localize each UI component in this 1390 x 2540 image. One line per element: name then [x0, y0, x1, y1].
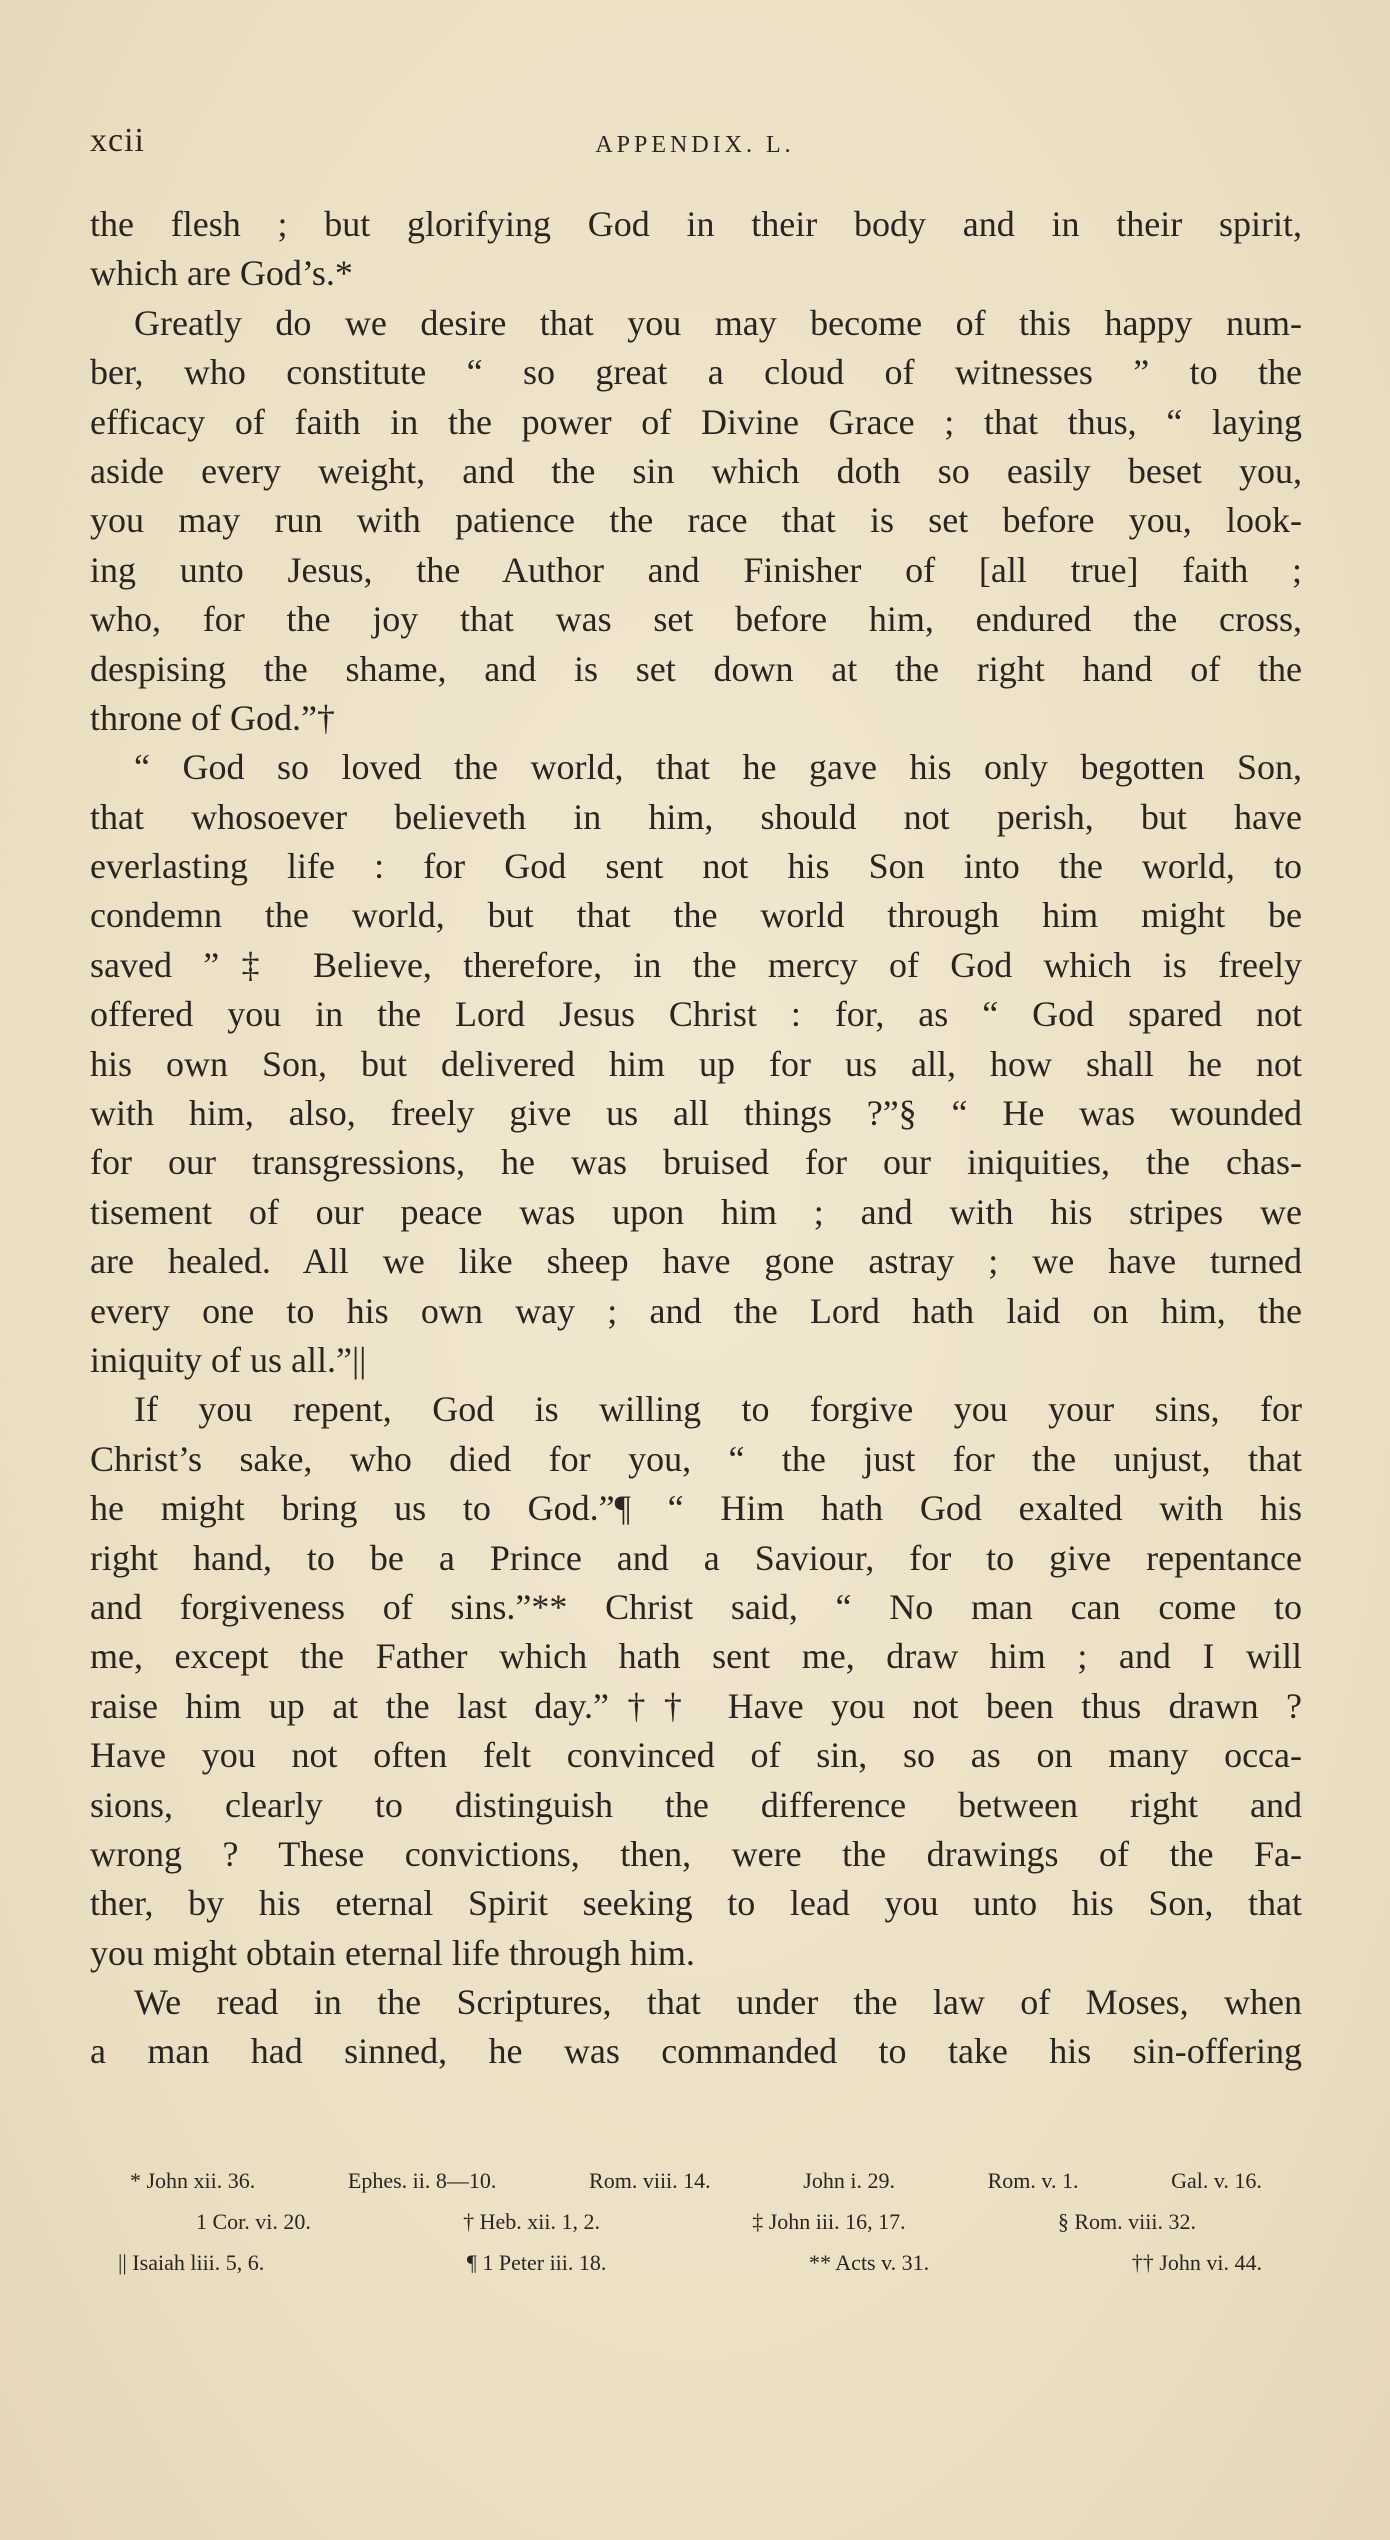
text-line: efficacy of faith in the power of Divine Grace ; that thus, “ laying [90, 401, 1302, 442]
footnote-ref: Ephes. ii. 8—10. [347, 2168, 497, 2193]
text-line: his own Son, but delivered him up for us all, how shall he not [90, 1043, 1302, 1084]
text-line: tisement of our peace was upon him ; and with his stripes we [90, 1191, 1302, 1232]
text-line: Greatly do we desire that you may become of this happy num- [134, 302, 1302, 343]
footnote-ref: * John xii. 36. [130, 2168, 256, 2193]
text-line: condemn the world, but that the world through him might be [90, 895, 1302, 936]
text-line: that whosoever believeth in him, should not perish, but have [90, 796, 1302, 837]
footnote-line [90, 2160, 1302, 2201]
footnote-line [90, 2201, 1302, 2242]
text-line: for our transgressions, he was bruised for our iniquities, the chas- [90, 1142, 1302, 1183]
text-line: me, except the Father which hath sent me, draw him ; and I will [90, 1636, 1302, 1677]
text-line: “ God so loved the world, that he gave his only begotten Son, [134, 747, 1302, 788]
text-line: which are God’s.* [90, 253, 353, 294]
text-line: offered you in the Lord Jesus Christ : for, as “ God spared not [90, 994, 1302, 1035]
footnote-ref: † Heb. xii. 1, 2. [463, 2209, 601, 2234]
text-line: Have you not often felt convinced of sin, so as on many occa- [90, 1735, 1302, 1776]
text-line: and forgiveness of sins.”** Christ said, “ No man can come to [90, 1586, 1302, 1627]
text-line: aside every weight, and the sin which doth so easily beset you, [90, 450, 1302, 491]
text-line: ing unto Jesus, the Author and Finisher of [all true] faith ; [90, 549, 1302, 590]
text-line: you might obtain eternal life through him. [90, 1932, 695, 1973]
text-line: with him, also, freely give us all things ?”§ “ He was wounded [90, 1093, 1302, 1134]
footnote-ref: || Isaiah liii. 5, 6. [118, 2250, 265, 2275]
footnote-ref: 1 Cor. vi. 20. [196, 2209, 311, 2234]
body-text [90, 200, 1302, 2077]
footnote-ref: ** Acts v. 31. [809, 2250, 930, 2275]
footnote-ref: Gal. v. 16. [1171, 2168, 1262, 2193]
running-head: APPENDIX. L. [595, 132, 795, 158]
text-line: throne of God.”† [90, 697, 335, 738]
text-line: right hand, to be a Prince and a Saviour, for to give repentance [90, 1537, 1302, 1578]
text-line: wrong ? These convictions, then, were the drawings of the Fa- [90, 1833, 1302, 1874]
text-line: If you repent, God is willing to forgive you your sins, for [134, 1389, 1302, 1430]
text-line: are healed. All we like sheep have gone astray ; we have turned [90, 1241, 1302, 1282]
footnote-ref: †† John vi. 44. [1131, 2250, 1262, 2275]
text-line: who, for the joy that was set before him, endured the cross, [90, 599, 1302, 640]
footnote-ref: ‡ John iii. 16, 17. [752, 2209, 906, 2234]
text-line: We read in the Scriptures, that under the law of Moses, when [134, 1982, 1302, 2023]
footnote-ref: § Rom. viii. 32. [1057, 2209, 1196, 2234]
footnote-line [90, 2242, 1302, 2283]
text-line: a man had sinned, he was commanded to take his sin-offering [90, 2031, 1302, 2072]
text-line: ber, who constitute “ so great a cloud of witnesses ” to the [90, 352, 1302, 393]
text-line: everlasting life : for God sent not his Son into the world, to [90, 846, 1302, 887]
text-line: he might bring us to God.”¶ “ Him hath God exalted with his [90, 1488, 1302, 1529]
footnote-ref: ¶ 1 Peter iii. 18. [466, 2250, 607, 2275]
text-line: despising the shame, and is set down at the right hand of the [90, 648, 1302, 689]
footnote-ref: John i. 29. [803, 2168, 895, 2193]
text-line: raise him up at the last day.”†† Have you not been thus drawn ? [90, 1685, 1302, 1726]
text-line: sions, clearly to distinguish the difference between right and [90, 1784, 1302, 1825]
page-header [90, 122, 1300, 162]
text-line: the flesh ; but glorifying God in their body and in their spirit, [90, 204, 1302, 244]
footnotes [90, 2160, 1302, 2283]
text-line: you may run with patience the race that is set before you, look- [90, 500, 1302, 541]
text-line: saved ”‡ Believe, therefore, in the mercy of God which is freely [90, 944, 1302, 985]
page-number: xcii [90, 122, 145, 159]
text-line: Christ’s sake, who died for you, “ the just for the unjust, that [90, 1438, 1302, 1479]
footnote-ref: Rom. viii. 14. [589, 2168, 711, 2193]
text-line: every one to his own way ; and the Lord hath laid on him, the [90, 1290, 1302, 1331]
text-line: ther, by his eternal Spirit seeking to lead you unto his Son, that [90, 1883, 1302, 1924]
footnote-ref: Rom. v. 1. [987, 2168, 1079, 2193]
text-line: iniquity of us all.”|| [90, 1339, 367, 1380]
